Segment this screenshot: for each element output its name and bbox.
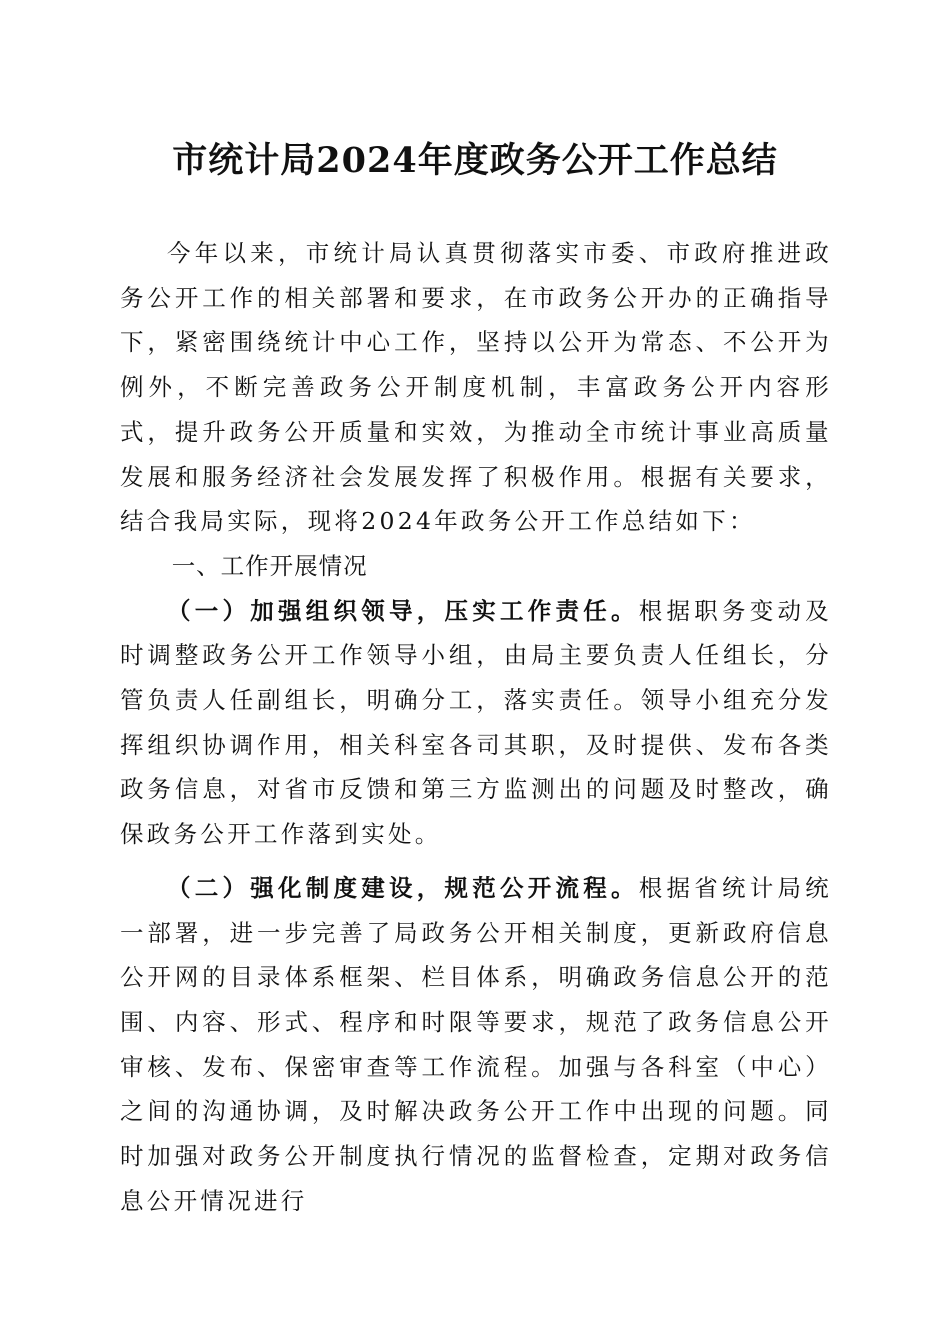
item-paragraph-2 — [120, 866, 832, 1224]
document-body — [120, 231, 832, 1223]
document-title: 市统计局2024年度政务公开工作总结 — [172, 140, 778, 181]
item-lead-2: （二）强化制度建设，规范公开流程。 — [167, 873, 639, 902]
section-heading: 一、工作开展情况 — [171, 551, 368, 580]
item-paragraph-1 — [120, 589, 832, 857]
item-body-1: 根据职务变动及时调整政务公开工作领导小组，由局主要负责人任组长，分管负责人任副组长，明确分工，落实责任。领导小组充分发挥组织协调作用，相关科室各司其职，及时提供、发布各类政务信息，对省市反馈和第三方监测出的问题及时整改，确保政务公开工作落到实处。 — [120, 596, 832, 849]
item-lead-1: （一）加强组织领导，压实工作责任。 — [167, 596, 639, 625]
intro-paragraph: 今年以来，市统计局认真贯彻落实市委、市政府推进政务公开工作的相关部署和要求，在市政务公开办的正确指导下，紧密围绕统计中心工作，坚持以公开为常态、不公开为例外，不断完善政务公开制度机制，丰富政务公开内容形式，提升政务公开质量和实效，为推动全市统计事业高质量发展和服务经济社会发展发挥了积极作用。根据有关要求，结合我局实际，现将2024年政务公开工作总结如下： — [120, 239, 832, 536]
item-body-2: 根据省统计局统一部署，进一步完善了局政务公开相关制度，更新政府信息公开网的目录体系框架、栏目体系，明确政务信息公开的范围、内容、形式、程序和时限等要求，规范了政务信息公开审核、发布、保密审查等工作流程。加强与各科室（中心）之间的沟通协调，及时解决政务公开工作中出现的问题。同时加强对政务公开制度执行情况的监督检查，定期对政务信息公开情况进行 — [120, 873, 832, 1215]
